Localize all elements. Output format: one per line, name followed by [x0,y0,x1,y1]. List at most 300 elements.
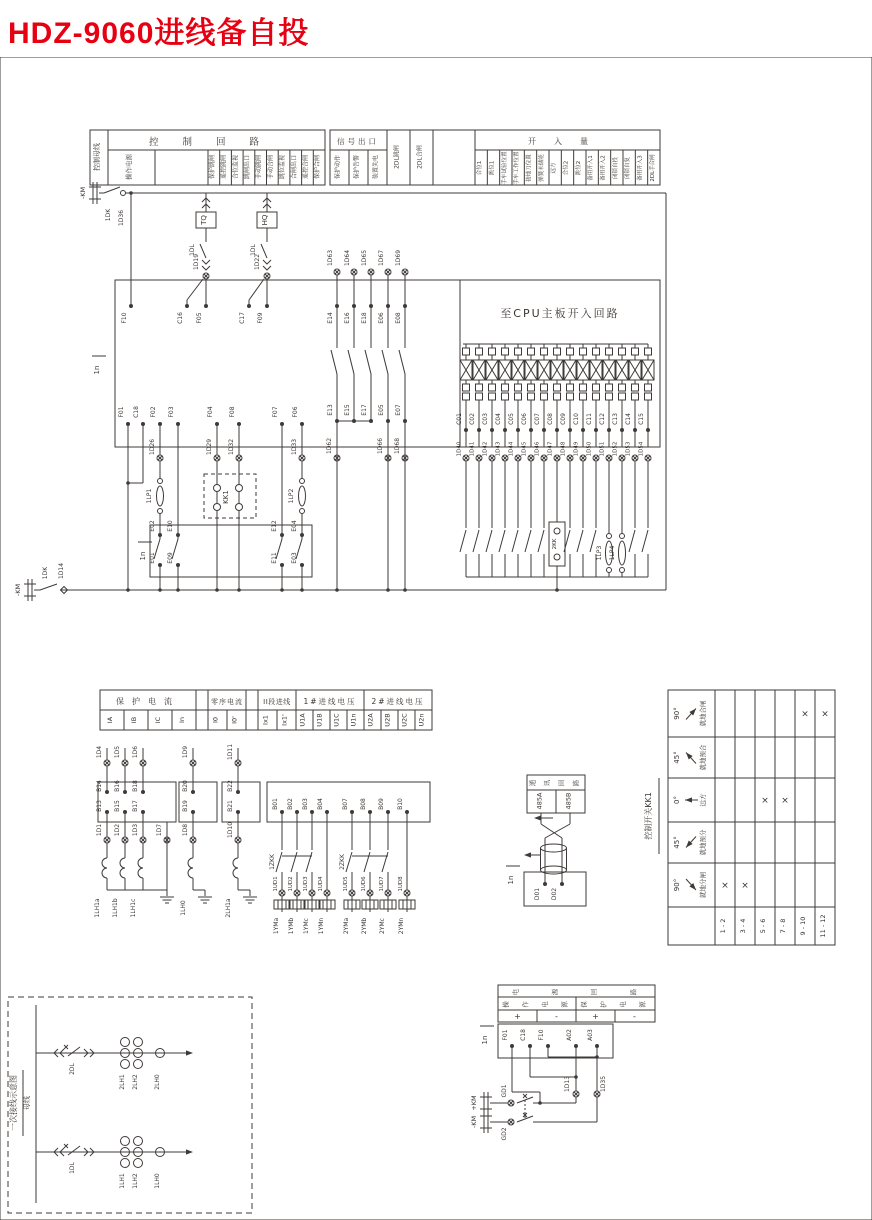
terminal-dot [141,790,145,794]
junction-dot [158,588,162,592]
cell-label: U2n [417,713,426,727]
terminal-dot [265,304,269,308]
column-label: 装置失电 [372,154,380,180]
strap [607,534,612,539]
kk1-box [236,504,243,511]
switch-box [554,528,560,534]
node-label: 1D11 [227,743,234,761]
node-label: 1DL [250,244,257,256]
switch-label: 2KK [552,538,558,550]
column-label: 保护动作 [334,154,342,180]
opto-pad [554,348,561,355]
terminal-label: E18 [361,312,368,324]
opto-pad [619,384,626,391]
terminal-dot [204,304,208,308]
opto-pad [606,348,613,355]
cell-label: 0° [673,796,681,804]
node-label: 1D2 [114,823,121,837]
cell-label: U1B [315,713,324,727]
strap-label: 1LP4 [609,545,616,561]
strap [620,534,625,539]
terminal-label: F04 [207,406,214,418]
terminal-label: E09 [167,552,174,564]
terminal-dot [560,882,564,886]
terminal-label: E14 [327,312,334,324]
terminal-label: C14 [625,413,632,425]
wire [249,279,264,300]
junction-dot [215,588,219,592]
cell-label: 就地预分 [699,829,707,856]
terminal-label: B09 [378,798,385,810]
signal-table [330,130,660,185]
cell-label: U2A [366,713,375,727]
node-label: 1D6 [132,745,139,759]
opto-pad [489,348,496,355]
node-label: 1D65 [361,249,368,267]
header-char: 源 [638,1001,647,1008]
ct-label: 1LH1 [119,1173,126,1189]
contact [525,530,531,552]
junction-dot [335,588,339,592]
contact [382,852,388,872]
contact [68,1047,80,1056]
opto-pad [645,348,652,355]
node-label: 1D1 [96,823,103,837]
node-label: 1D62 [326,437,333,455]
x-mark: × [721,881,729,891]
column-label: 手动跳闸 [255,154,263,180]
opto-pad [515,384,522,391]
terminal-label: B19 [182,800,189,812]
opto-pad [632,348,639,355]
header-char: 通 [528,779,537,787]
terminal-label: 1YMb [288,917,295,935]
device-label: 1n [93,365,101,375]
terminal-label: B10 [397,798,404,810]
cell-label: U2B [383,713,392,727]
terminal-label: E02 [149,520,156,532]
arrow-icon [186,1149,193,1154]
cell-label: U1C [332,713,341,727]
column-label: 跳位1 [489,160,496,176]
junction-dot [386,588,390,592]
analog-table [100,690,432,730]
terminal-label: E03 [291,552,298,564]
node-label: 1D63 [327,249,334,267]
column-label: 跳位2 [575,160,582,176]
column-label: 2DL合闸 [416,145,424,169]
coil-label: 2LH1a [225,898,232,918]
ct-coil [138,858,143,878]
terminal-label: E15 [344,404,351,416]
node-label: 1D48 [560,441,567,457]
header-char: 电 [619,1001,627,1008]
node-label: 1D5 [114,745,121,759]
terminal-label: C18 [133,406,140,418]
km-label: +KM [470,1095,478,1111]
coil-label: HQ [261,214,269,226]
terminal-label: B01 [272,798,279,810]
node-label: 1D35 [600,1075,607,1093]
terminal-label: B07 [342,798,349,810]
ct-label: 1LH0 [154,1173,161,1189]
strap [620,568,625,573]
opto-pad [619,393,626,400]
node-label: GD1 [501,1084,508,1098]
opto-pad [632,393,639,400]
ct-icon [134,1038,143,1047]
shield-icon [541,866,567,874]
cell-label: 远方 [699,793,707,807]
cell-label: 3 - 4 [739,918,747,934]
cell-label: I0' [230,716,239,724]
strap [158,509,163,514]
x-mark: × [761,796,769,806]
node-label: 1D69 [395,249,402,267]
terminal-label: E01 [149,552,156,564]
device-label: 1n [139,551,147,561]
column-label: 2DL手合闸 [649,154,656,182]
node-label: 2ZKK [339,854,346,870]
opto-pad [528,393,535,400]
contact [306,852,312,872]
opto-pad [489,384,496,391]
node-label: 1D49 [573,441,580,457]
opto-pad [593,393,600,400]
ct-icon [134,1060,143,1069]
terminal-label: E17 [361,404,368,416]
junction-dot [176,588,180,592]
terminal-label: C13 [612,413,619,425]
node-label: 1UD2 [288,876,294,892]
opto-pad [606,384,613,391]
ct-icon [121,1038,130,1047]
node-label: 1UD5 [343,876,349,892]
cell-label: U1n [349,713,358,727]
breaker-label: 1DL [69,1162,76,1174]
terminal-dot [247,304,251,308]
switch-box [554,554,560,560]
opto-pad [502,393,509,400]
node-label: 1DL [189,244,196,256]
terminal-label: F09 [257,312,264,324]
node-label: 1UD1 [273,876,279,892]
terminal-label: B02 [287,798,294,810]
cell-label: 485B [564,792,573,810]
opto-pad [463,384,470,391]
table-title: 一次接线示意图 [9,1075,18,1131]
cell-label: In [178,716,186,724]
junction-dot [555,588,559,592]
column-label: 合位监视 [232,154,240,180]
node-label: 1D32 [228,438,235,456]
table-header: 开入量 [528,137,606,146]
opto-pad [463,393,470,400]
column-label: 接地刀位置 [526,154,533,182]
wire [541,824,562,838]
column-label: 2DL跳闸 [393,145,401,169]
opto-pad [645,384,652,391]
opto-pad [567,393,574,400]
column-label: 遥控跳闸 [220,154,228,180]
ct-icon [121,1060,130,1069]
opto-pad [502,384,509,391]
x-mark: × [801,709,809,720]
header-char: 作 [521,1001,530,1008]
contact [364,852,370,872]
terminal-label: D01 [534,887,541,901]
column-label: 闭锁自投 [612,156,619,180]
opto-pad [463,348,470,355]
junction-dot [129,191,133,195]
node-label: 1D54 [638,441,645,457]
cell-label: 就地预合 [699,744,707,771]
contact [291,852,297,872]
ct-label: 2LH2 [132,1074,139,1090]
km-label: -KM [14,583,22,597]
strap-label: 1LP2 [288,488,295,504]
node-label: 1D44 [508,441,515,457]
switch-label: KK1 [222,490,230,504]
node-label: GD2 [501,1127,508,1141]
cell-label: IA [106,716,114,724]
column-label: 合闸出口 [290,154,298,180]
node-label: 1D33 [291,438,298,456]
terminal-dot [236,790,240,794]
column-label: 合位1 [477,160,484,176]
node-label: 1D13 [564,1075,571,1093]
column-label: 备用开入1 [588,155,595,181]
terminal-label: F05 [196,312,203,324]
cell-label: 11 - 12 [819,914,827,938]
contact [365,350,371,374]
terminal-label: E06 [378,312,385,324]
kk1-box [214,485,221,492]
chevron-icon [263,260,271,264]
node [121,191,126,196]
contact [348,350,354,374]
terminal-label: F01 [502,1029,509,1041]
terminal-label: E16 [344,312,351,324]
terminal-label: 1YMc [303,918,310,934]
terminal-label: E08 [395,312,402,324]
terminal-label: B21 [227,800,234,812]
node-label: 1D4 [96,745,103,759]
ct-coil [102,858,107,878]
node-label: 1D47 [547,441,554,457]
opto-pad [593,384,600,391]
cell-label: + [592,1012,599,1021]
node-label: 1D50 [586,441,593,457]
arrow-icon [186,1050,193,1055]
contact [261,244,267,258]
strap-label: 1LP3 [596,545,603,561]
column-label: 手动合闸 [267,154,275,180]
terminal-label: F07 [272,406,279,418]
terminal-label: F10 [538,1029,545,1041]
coil-label: 1LH1c [130,898,137,918]
chevron-icon [263,266,271,270]
terminal-label: D02 [551,887,558,901]
ct-icon [121,1159,130,1168]
header-char: 保 [579,1001,588,1008]
cell-label: 7 - 8 [779,918,787,934]
header-char: 路 [571,779,580,787]
contact [512,530,518,552]
terminal-label: F02 [150,406,157,418]
x-mark: × [821,709,829,720]
opto-pad [606,393,613,400]
bus-label: 母线 [23,1096,31,1110]
cell-label: I0 [211,716,220,724]
column-label: 手车工作位置 [514,151,521,185]
terminal-label: B22 [227,780,234,792]
terminal-label: B03 [302,798,309,810]
header-char: 源 [550,988,559,996]
coil-label: 1LH1a [94,898,101,918]
node-label: 1UD7 [379,876,385,892]
cell-label: 45° [673,836,681,849]
terminal-label: 2YMa [343,917,350,935]
strap [300,509,305,514]
terminal-label: A02 [566,1029,573,1041]
terminal-label: E12 [271,520,278,532]
cell-label: U1A [298,713,307,727]
column-label: 闭锁自复 [625,156,632,180]
node-label: 1D9 [182,745,189,759]
terminal-label: B18 [132,780,139,792]
strap [300,479,305,484]
top-circuit [14,182,666,601]
node-label: 1D42 [482,441,489,457]
opto-pad [567,384,574,391]
terminal-label: 2YMc [379,918,386,934]
strap [619,541,626,565]
strap [157,486,164,506]
node-label: 1D3 [132,823,139,837]
kk1-box [214,504,221,511]
terminal-dot [129,304,133,308]
opto-pad [645,393,652,400]
column-label: 跳位监视 [279,154,287,180]
node-label: 1UD3 [303,876,309,892]
node-label: 1D8 [182,823,189,837]
opto-pad [489,393,496,400]
node-label: 1D40 [456,441,463,457]
contact [331,350,337,374]
terminal-label: C01 [456,413,463,425]
opto-pad [528,348,535,355]
terminal-label: C16 [177,312,184,324]
terminal-label: F01 [118,406,125,418]
column-label: 备用开入3 [637,155,644,181]
device-label: 1n [507,875,515,885]
opto-pad [515,348,522,355]
terminal-label: C15 [638,413,645,425]
header-char: 回 [557,779,566,787]
ct-icon [134,1159,143,1168]
ct-coil [120,858,125,878]
node-label: 1UD8 [398,876,404,892]
header-char: 操 [501,1001,510,1008]
kk1-state-table [643,690,835,945]
header-char: 路 [629,988,638,996]
chevron-icon [202,260,210,264]
kk1-box [236,485,243,492]
breaker-label: 2DL [69,1063,76,1075]
table-header: 零序电流 [211,698,243,706]
strap [607,568,612,573]
cell-label: + [514,1012,521,1021]
terminal-label: 2YMn [398,917,405,935]
table-header: 2#进线电压 [371,697,425,706]
ct-label: 2LH0 [154,1074,161,1090]
terminal-label: E07 [395,404,402,416]
table-title: 控制开关KK1 [644,792,653,840]
terminal-label: 1YMn [318,917,325,935]
column-label: 保护跳闸 [208,154,216,180]
contact [499,530,505,552]
ct-icon [134,1137,143,1146]
terminal-label: C18 [520,1029,527,1041]
arrow-icon [534,815,541,820]
table-header: 控制回路 [148,137,284,148]
opto-pad [541,393,548,400]
ct-label: 1LH2 [132,1173,139,1189]
contact [473,530,479,552]
terminal-label: C12 [599,413,606,425]
table-header: 1#进线电压 [303,697,357,706]
shield-icon [541,844,567,852]
opto-pad [567,348,574,355]
primary-diagram [8,997,252,1213]
wire [187,279,203,300]
coil-label: 1LH1b [112,898,119,918]
contact [68,1146,80,1155]
wire [545,824,570,838]
junction-dot [300,588,304,592]
node-label: 1D26 [149,438,156,456]
node-label: 1D14 [58,562,65,580]
node-label: 1D46 [534,441,541,457]
cell-label: 9 - 10 [799,916,807,936]
node-label: 1D43 [495,441,502,457]
header-char: 电 [541,1001,549,1008]
terminal-label: C11 [586,413,593,425]
ct-icon [121,1137,130,1146]
strap [299,486,306,506]
junction-dot [403,588,407,592]
cell-label: U2C [400,713,409,727]
opto-pad [580,384,587,391]
opto-pad [515,393,522,400]
cell-label: 就地合闸 [699,700,707,727]
terminal-label: E05 [378,404,385,416]
terminal-label: C07 [534,413,541,425]
terminal-label: 1YMa [273,917,280,935]
column-label: 合位2 [563,160,570,176]
junction-dot [237,588,241,592]
arrow-icon [685,797,692,802]
terminal-label: C05 [508,413,515,425]
node-label: 1D7 [156,823,163,837]
page-title: HDZ-9060进线备自投 [8,17,310,50]
column-label: 跳闸出口 [244,154,251,180]
terminal-label: E04 [291,520,298,532]
opto-pad [476,393,483,400]
node-label: 1D29 [206,438,213,456]
cell-label: Ix1 [261,715,270,725]
